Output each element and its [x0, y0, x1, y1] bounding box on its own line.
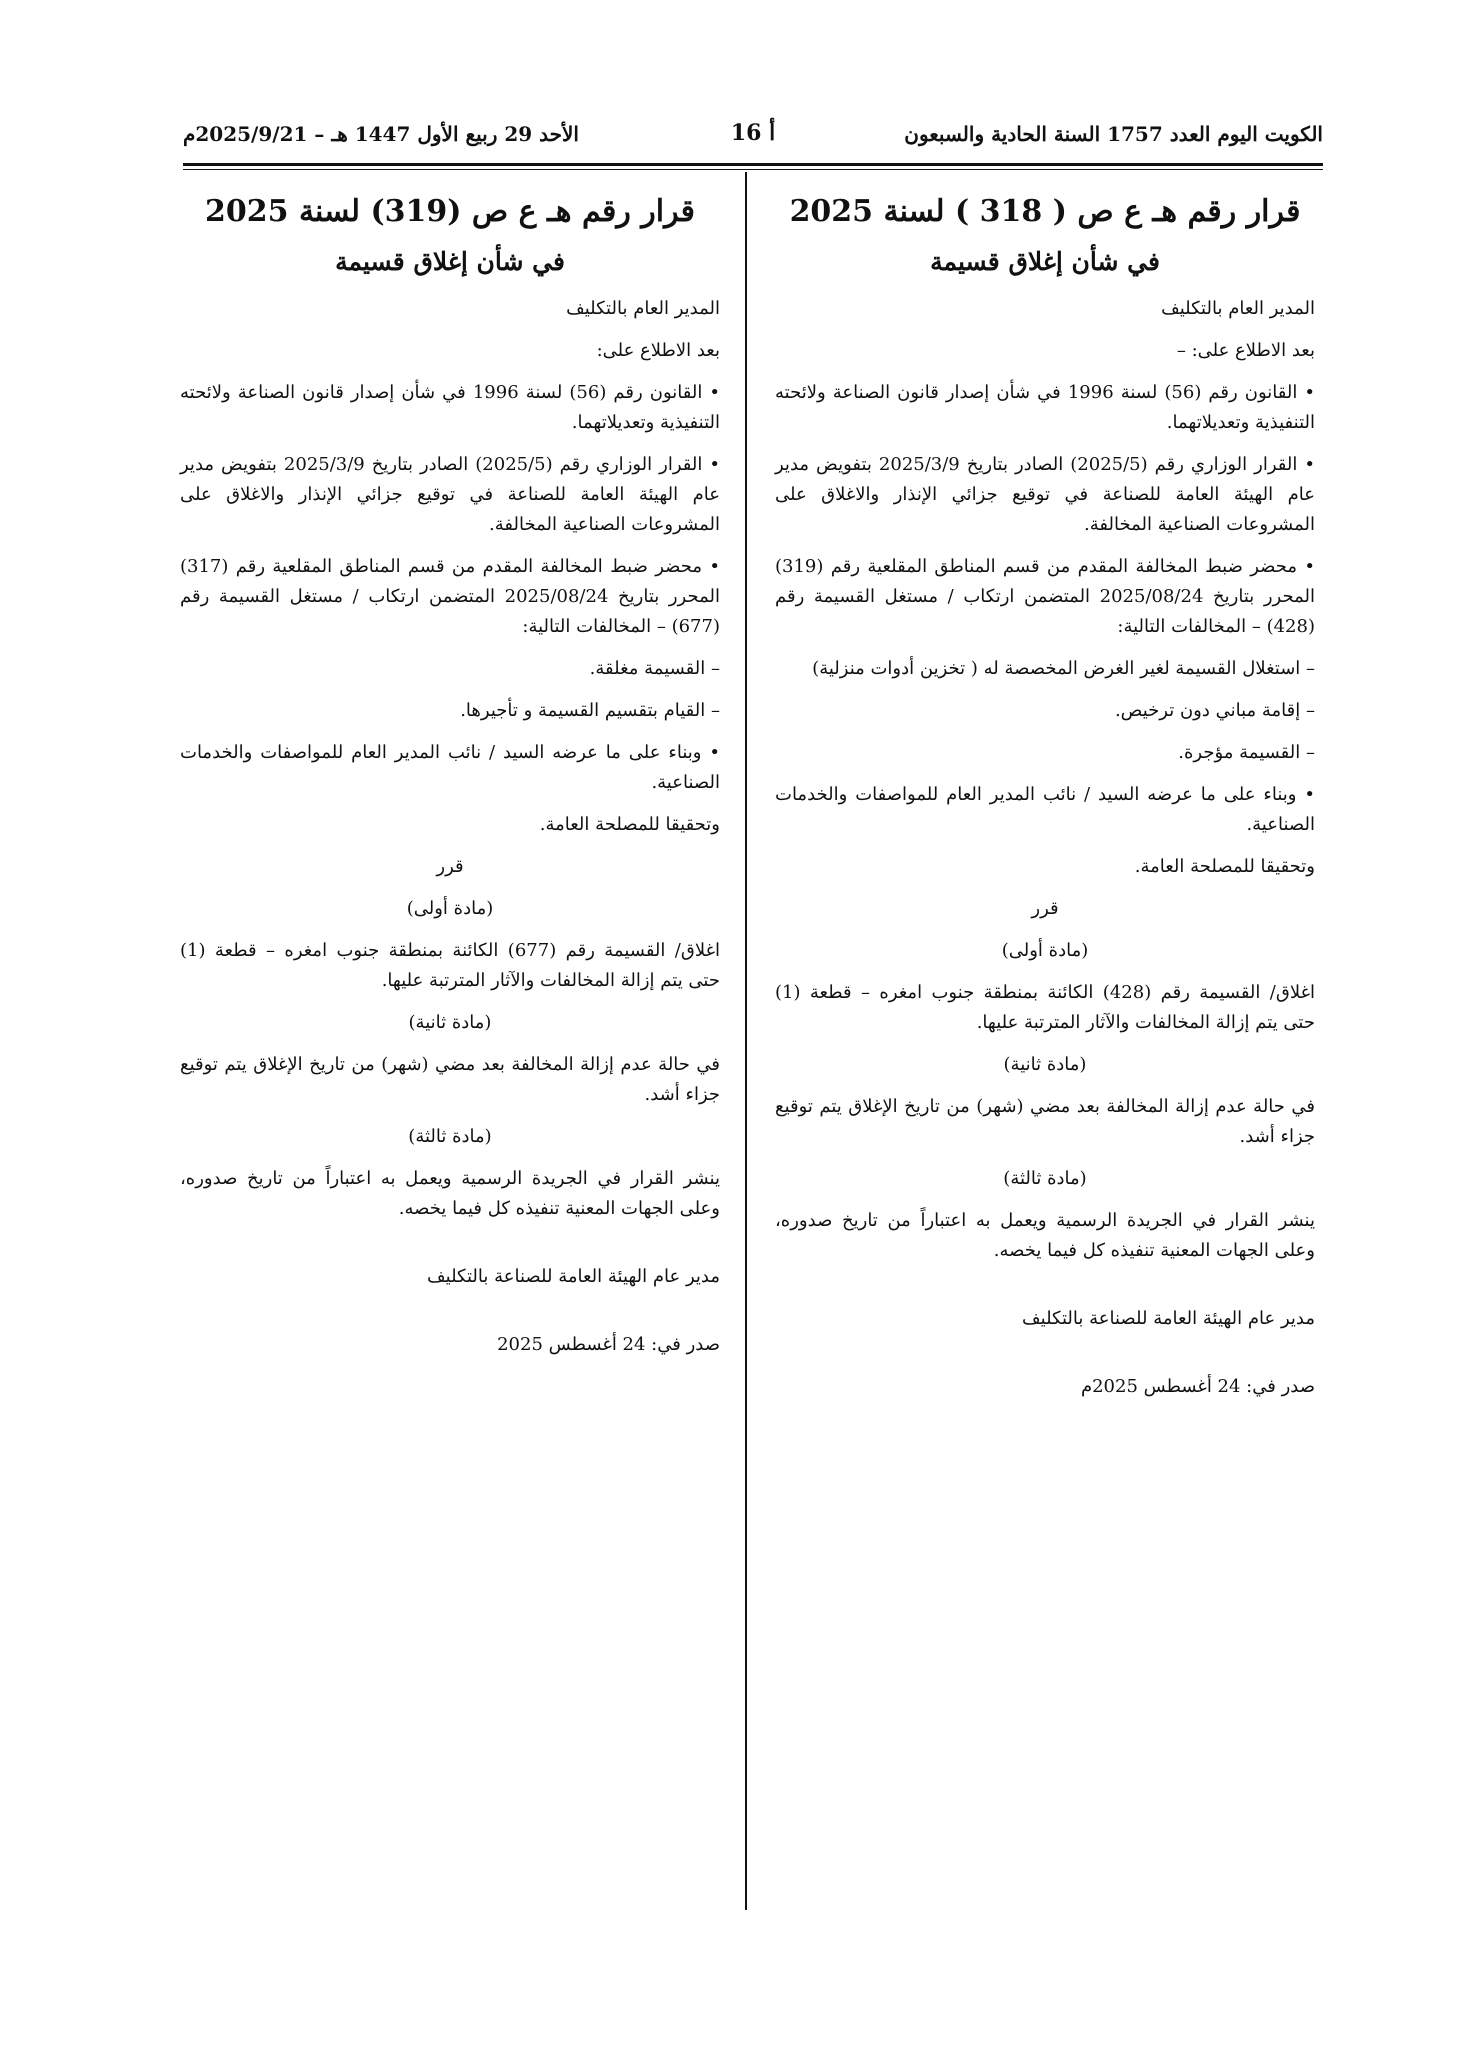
article-heading: (مادة ثالثة): [408, 1126, 492, 1147]
article-text: في حالة عدم إزالة المخالفة بعد مضي (شهر) من تاريخ الإغلاق يتم توقيع جزاء أشد.: [180, 1054, 720, 1105]
preamble-item-proposal: • وبناء على ما عرضه السيد / نائب المدير العام للمواصفات والخدمات الصناعية.: [180, 742, 720, 793]
article-text: اغلاق/ القسيمة رقم (428) الكائنة بمنطقة جنوب امغره – قطعة (1) حتى يتم إزالة المخالفات والآثار المترتبة عليها.: [775, 982, 1315, 1033]
decision-319-column: [180, 180, 720, 1372]
decision-subtitle: في شأن إغلاق قسيمة: [335, 247, 565, 276]
director-line: المدير العام بالتكليف: [566, 298, 720, 319]
public-interest-line: وتحقيقا للمصلحة العامة.: [1134, 856, 1315, 877]
page-header: [183, 118, 1323, 158]
after-review-line: بعد الاطلاع على: –: [1176, 340, 1315, 361]
issued-date-line: صدر في: 24 أغسطس 2025: [497, 1334, 720, 1355]
article-heading: (مادة أولى): [1001, 940, 1089, 961]
preamble-item-law: • القانون رقم (56) لسنة 1996 في شأن إصدار قانون الصناعة ولائحته التنفيذية وتعديلاتهما.: [180, 382, 721, 433]
violation-item: – القسيمة مغلقة.: [589, 658, 720, 679]
article-heading: (مادة ثالثة): [1003, 1168, 1087, 1189]
violation-item: – القيام بتقسيم القسيمة و تأجيرها.: [460, 700, 720, 721]
header-rule-thin: [183, 169, 1323, 170]
article-text: في حالة عدم إزالة المخالفة بعد مضي (شهر) من تاريخ الإغلاق يتم توقيع جزاء أشد.: [775, 1096, 1315, 1147]
preamble-item-law: • القانون رقم (56) لسنة 1996 في شأن إصدار قانون الصناعة ولائحته التنفيذية وتعديلاتهما.: [775, 382, 1316, 433]
article-text: ينشر القرار في الجريدة الرسمية ويعمل به اعتباراً من تاريخ صدوره، وعلى الجهات المعنية تنفيذه كل فيما يخصه.: [180, 1168, 720, 1219]
preamble-item-ministerial: • القرار الوزاري رقم (2025/5) الصادر بتاريخ 2025/3/9 بتفويض مدير عام الهيئة العامة للصناعة في توقيع جزائي الإنذار والاغلاق على المشروعات الصناعية المخالفة.: [180, 454, 720, 535]
header-rule-thick: [183, 163, 1323, 166]
public-interest-line: وتحقيقا للمصلحة العامة.: [539, 814, 720, 835]
column-divider: [745, 172, 747, 1910]
decision-title: قرار رقم هـ ع ص (319) لسنة 2025: [205, 194, 695, 229]
violation-item: – استغلال القسيمة لغير الغرض المخصصة له ( تخزين أدوات منزلية): [812, 658, 1315, 679]
preamble-item-report: • محضر ضبط المخالفة المقدم من قسم المناطق المقلعية رقم (319) المحرر بتاريخ 2025/08/24 المتضمن ارتكاب / مستغل القسيمة رقم (428) – المخالفات التالية:: [775, 556, 1315, 637]
decision-318-column: [775, 180, 1315, 1414]
page-number: أ 16: [730, 120, 776, 146]
director-line: المدير العام بالتكليف: [1161, 298, 1315, 319]
decided-heading: قرر: [436, 856, 464, 877]
preamble-item-proposal: • وبناء على ما عرضه السيد / نائب المدير العام للمواصفات والخدمات الصناعية.: [775, 784, 1315, 835]
preamble-item-ministerial: • القرار الوزاري رقم (2025/5) الصادر بتاريخ 2025/3/9 بتفويض مدير عام الهيئة العامة للصناعة في توقيع جزائي الإنذار والاغلاق على المشروعات الصناعية المخالفة.: [775, 454, 1315, 535]
signature-line: مدير عام الهيئة العامة للصناعة بالتكليف: [1022, 1308, 1315, 1329]
article-heading: (مادة ثانية): [1003, 1054, 1087, 1075]
decision-title: قرار رقم هـ ع ص ( 318 ) لسنة 2025: [789, 194, 1301, 229]
article-heading: (مادة ثانية): [408, 1012, 492, 1033]
issue-date: الأحد 29 ربيع الأول 1447 هـ – 2025/9/21م: [183, 122, 579, 146]
article-text: اغلاق/ القسيمة رقم (677) الكائنة بمنطقة جنوب امغره – قطعة (1) حتى يتم إزالة المخالفات والآثار المترتبة عليها.: [180, 940, 720, 991]
signature-line: مدير عام الهيئة العامة للصناعة بالتكليف: [427, 1266, 720, 1287]
article-text: ينشر القرار في الجريدة الرسمية ويعمل به اعتباراً من تاريخ صدوره، وعلى الجهات المعنية تنفيذه كل فيما يخصه.: [775, 1210, 1315, 1261]
decided-heading: قرر: [1031, 898, 1059, 919]
issued-date-line: صدر في: 24 أغسطس 2025م: [1080, 1376, 1315, 1397]
preamble-item-report: • محضر ضبط المخالفة المقدم من قسم المناطق المقلعية رقم (317) المحرر بتاريخ 2025/08/24 المتضمن ارتكاب / مستغل القسيمة رقم (677) – المخالفات التالية:: [180, 556, 720, 637]
after-review-line: بعد الاطلاع على:: [596, 340, 720, 361]
article-heading: (مادة أولى): [406, 898, 494, 919]
decision-subtitle: في شأن إغلاق قسيمة: [930, 247, 1160, 276]
issue-info: الكويت اليوم العدد 1757 السنة الحادية والسبعون: [904, 122, 1323, 146]
violation-item: – القسيمة مؤجرة.: [1178, 742, 1315, 763]
violation-item: – إقامة مباني دون ترخيص.: [1114, 700, 1315, 721]
